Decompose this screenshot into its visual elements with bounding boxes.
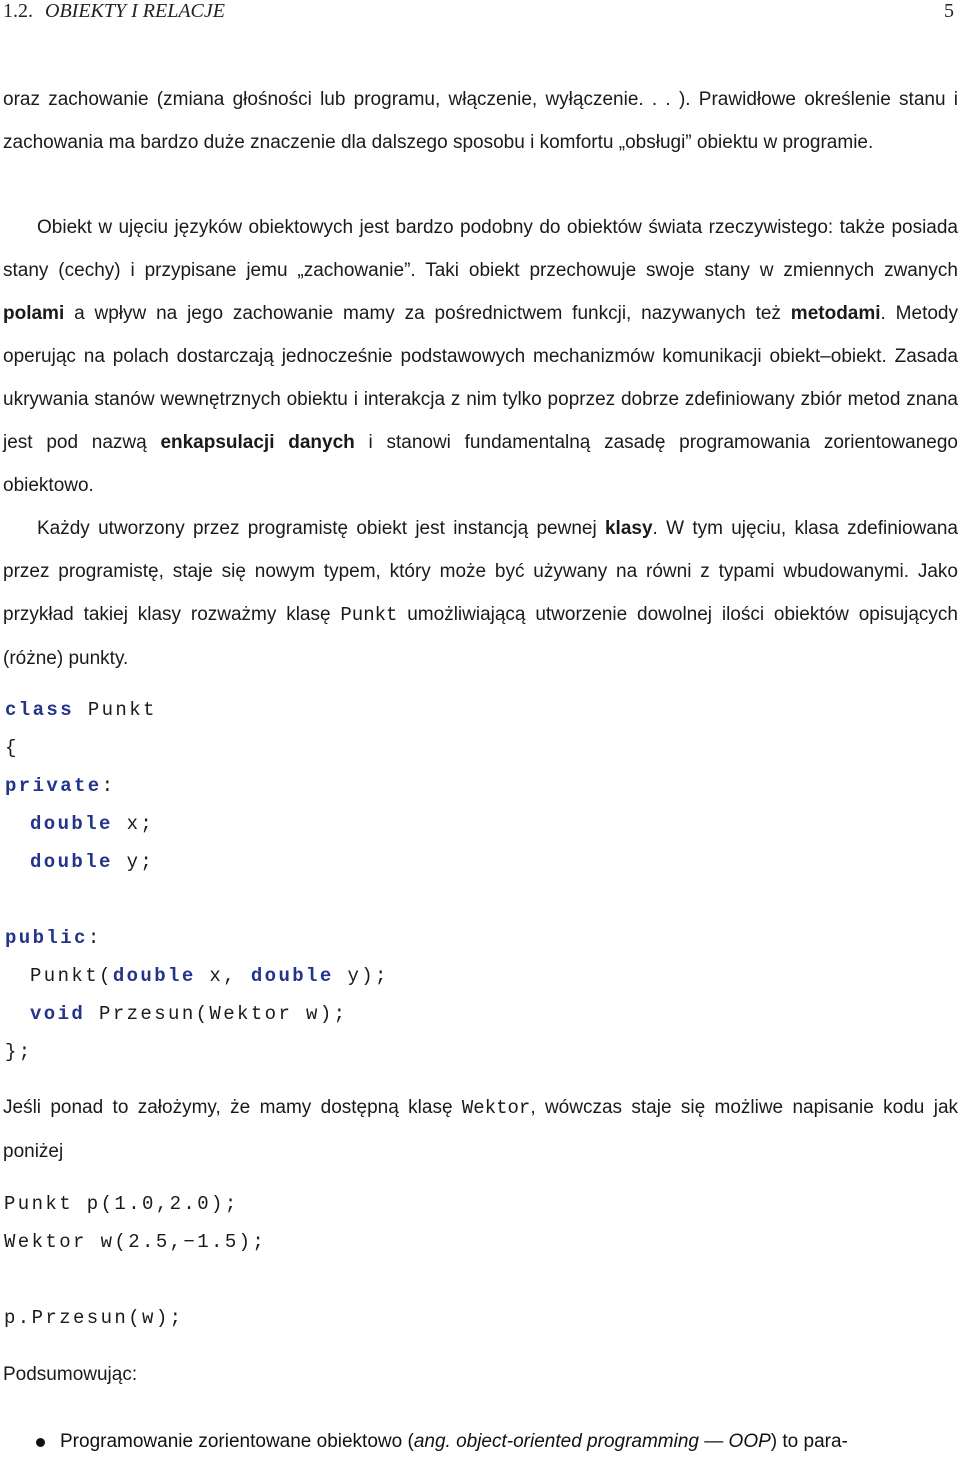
code-text: Punkt bbox=[74, 699, 157, 721]
code-keyword: void bbox=[30, 1003, 86, 1025]
english-term: object-oriented programming bbox=[456, 1431, 699, 1452]
code-text: : bbox=[101, 775, 116, 797]
text-span: Programowanie zorientowane obiektowo ( bbox=[60, 1431, 414, 1452]
code-line: Punkt p(1.0,2.0); bbox=[4, 1193, 239, 1215]
code-line bbox=[30, 1002, 347, 1026]
code-line: Wektor w(2.5,−1.5); bbox=[4, 1231, 267, 1253]
text-span: Jeśli ponad to założymy, że mamy dostępną klasę bbox=[3, 1097, 462, 1118]
text-span: . W tym ujęciu, klasa zdefiniowana przez programistę, staje się nowym typem, który może być używany na równi z typami wbudowanymi. Jako przykład takiej klasy rozważmy klasę bbox=[3, 518, 958, 625]
paragraph-class-definition bbox=[3, 507, 958, 680]
code-text: : bbox=[87, 927, 102, 949]
term-metodami: metodami bbox=[790, 303, 881, 324]
code-line bbox=[5, 774, 115, 798]
text-span: a wpływ na jego zachowanie mamy za pośrednictwem funkcji, nazywanych też bbox=[64, 303, 791, 324]
term-klasy: klasy bbox=[604, 518, 653, 539]
text-span: Obiekt w ujęciu języków obiektowych jest bardzo podobny do obiektów świata rzeczywistego: także posiada stany (cechy) i przypisane jemu „zachowanie”. Taki obiekt przechowuje swoje stany w zmiennych zwanych bbox=[3, 217, 958, 281]
code-line bbox=[5, 926, 102, 950]
code-keyword: double bbox=[112, 965, 196, 987]
summary-list bbox=[3, 1423, 958, 1461]
text-span: ) to para- bbox=[770, 1431, 848, 1452]
page-number: 5 bbox=[944, 0, 954, 22]
summary-label: Podsumowując: bbox=[3, 1364, 138, 1385]
code-line: p.Przesun(w); bbox=[4, 1307, 184, 1329]
code-keyword: public bbox=[5, 927, 88, 949]
text-span: umożliwiającą utworzenie dowolnej ilości obiektów opisujących (różne) punkty. bbox=[3, 604, 958, 669]
text-span: — bbox=[698, 1431, 729, 1452]
code-line: { bbox=[5, 737, 19, 759]
code-text: x; bbox=[112, 813, 155, 835]
code-line bbox=[30, 964, 389, 988]
text-span: i stanowi fundamentalną zasadę programowania zorientowanego obiektowo. bbox=[3, 432, 958, 496]
code-keyword: double bbox=[30, 851, 113, 873]
term-polami: polami bbox=[3, 303, 65, 324]
code-line: }; bbox=[5, 1041, 33, 1063]
section-number: 1.2. bbox=[3, 0, 33, 22]
code-text: Punkt( bbox=[30, 965, 113, 987]
code-text: Przesun(Wektor w); bbox=[85, 1003, 348, 1025]
code-text: x, bbox=[195, 965, 251, 987]
code-keyword: class bbox=[5, 699, 75, 721]
section-heading bbox=[3, 0, 225, 23]
inline-code-punkt: Punkt bbox=[340, 604, 398, 626]
code-keyword: double bbox=[250, 965, 334, 987]
code-keyword: double bbox=[30, 813, 113, 835]
abbr-ang: ang. bbox=[413, 1431, 451, 1452]
section-title: OBIEKTY I RELACJE bbox=[45, 0, 225, 22]
list-item bbox=[3, 1423, 958, 1461]
text-span: , wówczas staje się możliwe napisanie kodu jak poniżej bbox=[3, 1097, 959, 1162]
code-line bbox=[30, 850, 154, 874]
text-span: . Metody operując na polach dostarczają jednocześnie podstawowych mechanizmów komunikacji obiekt–obiekt. Zasada ukrywania stanów wewnętrznych obiektu i interakcja z nim tylko poprzez dobrze zdefiniowany zbiór metod znana jest pod nazwą bbox=[3, 303, 958, 453]
code-keyword: private bbox=[5, 775, 102, 797]
running-header bbox=[3, 0, 954, 24]
bullet-icon bbox=[36, 1438, 45, 1447]
abbr-oop: OOP bbox=[728, 1431, 771, 1452]
paragraph-object-definition bbox=[3, 206, 958, 507]
code-line bbox=[5, 698, 157, 722]
paragraph-wektor bbox=[3, 1086, 958, 1173]
code-text: y); bbox=[333, 965, 389, 987]
inline-code-wektor: Wektor bbox=[461, 1097, 531, 1119]
term-enkapsulacja: enkapsulacji danych bbox=[160, 432, 355, 453]
code-text: y; bbox=[112, 851, 155, 873]
paragraph-state-behaviour: oraz zachowanie (zmiana głośności lub programu, włączenie, wyłączenie. . . ). Prawidłowe określenie stanu i zachowania ma bardzo duże znaczenie dla dalszego sposobu i komfortu „obsługi” obiektu w programie. bbox=[3, 89, 958, 153]
text-span: Każdy utworzony przez programistę obiekt jest instancją pewnej bbox=[37, 518, 605, 539]
code-line bbox=[30, 812, 154, 836]
